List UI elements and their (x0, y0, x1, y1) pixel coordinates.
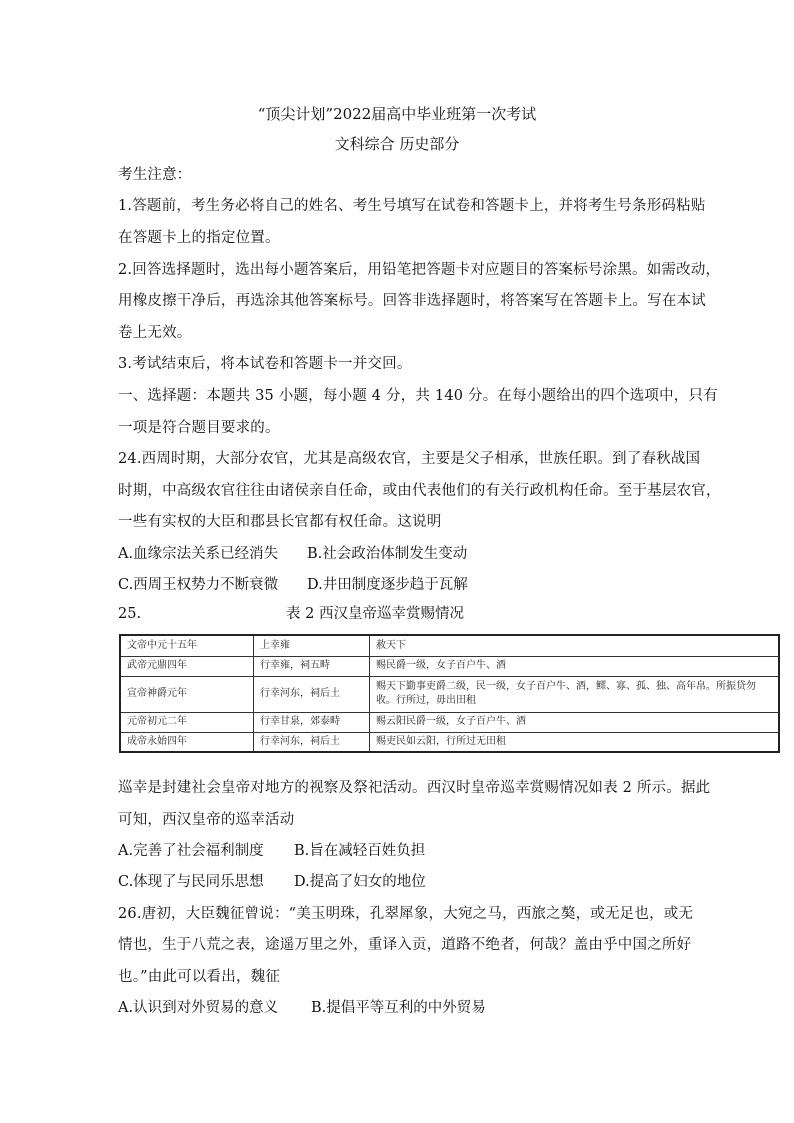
q26-option-a: A.认识到对外贸易的意义 (118, 1000, 279, 1016)
question-26-stem: 也。”由此可以看出，魏征 (118, 969, 281, 985)
section-instruction: 一项是符合题目要求的。 (118, 420, 280, 436)
exam-title: “顶尖计划”2022届高中毕业班第一次考试 (257, 105, 537, 123)
q25-option-d: D.提高了妇女的地位 (294, 874, 426, 890)
notice-line: 3.考试结束后，将本试卷和答题卡一并交回。 (118, 356, 412, 372)
table-cell: 赐吏民如云阳，行所过无田租 (370, 732, 780, 752)
table-cell: 赐天下勤事吏爵二级，民一级，女子百户牛、酒，鳏、寡、孤、独、高年帛。所振贷勿收。行所过，毋出田租 (370, 676, 780, 712)
table-row (120, 712, 779, 732)
table-2 (119, 634, 780, 753)
q24-option-b: B.社会政治体制发生变动 (307, 546, 468, 562)
table-cell: 武帝元鼎四年 (120, 656, 254, 676)
table-cell: 文帝中元十五年 (120, 635, 254, 656)
notice-line: 卷上无效。 (118, 325, 192, 341)
table-cell: 行幸甘泉，郊泰畤 (254, 712, 370, 732)
q24-option-c: C.西周王权势力不断衰微 (118, 577, 279, 593)
question-25-stem: 巡幸是封建社会皇帝对地方的视察及祭祀活动。西汉时皇帝巡幸赏赐情况如表 2 所示。据此 (118, 780, 711, 796)
notice-line: 用橡皮擦干净后，再选涂其他答案标号。回答非选择题时，将答案写在答题卡上。写在本试 (118, 293, 706, 309)
question-24-stem: 24.西周时期，大部分农官，尤其是高级农官，主要是父子相承，世族任职。到了春秋战国 (118, 451, 701, 467)
table-cell: 赐云阳民爵一级，女子百户牛、酒 (370, 712, 780, 732)
table-cell: 行幸河东，祠后土 (254, 732, 370, 752)
section-instruction: 一、选择题：本题共 35 小题，每小题 4 分，共 140 分。在每小题给出的四个选项中，只有 (118, 388, 718, 404)
table-caption: 表 2 西汉皇帝巡幸赏赐情况 (286, 606, 464, 622)
q24-option-d: D.井田制度逐步趋于瓦解 (307, 577, 468, 593)
table-cell: 成帝永始四年 (120, 732, 254, 752)
q25-option-c: C.体现了与民同乐思想 (118, 874, 264, 890)
exam-subtitle: 文科综合 历史部分 (334, 135, 460, 153)
q26-option-b: B.提倡平等互利的中外贸易 (311, 1000, 486, 1016)
table-cell: 赦天下 (370, 635, 780, 656)
table-header-row (120, 635, 779, 656)
notice-line: 在答题卡上的指定位置。 (118, 230, 280, 246)
question-24-stem: 时期，中高级农官往往由诸侯亲自任命，或由代表他们的有关行政机构任命。至于基层农官， (118, 483, 721, 499)
q25-option-b: B.旨在减轻百姓负担 (294, 843, 426, 859)
question-25-number: 25. (118, 606, 142, 622)
table-cell: 上幸雍 (254, 635, 370, 656)
table-cell: 元帝初元二年 (120, 712, 254, 732)
question-24-stem: 一些有实权的大臣和郡县长官都有权任命。这说明 (118, 514, 442, 530)
notice-line: 1.答题前，考生务必将自己的姓名、考生号填写在试卷和答题卡上，并将考生号条形码粘贴 (118, 198, 706, 214)
table-cell: 宣帝神爵元年 (120, 676, 254, 712)
table-cell: 行幸河东，祠后土 (254, 676, 370, 712)
table-cell: 行幸雍，祠五畤 (254, 656, 370, 676)
question-26-stem: 情也，生于八荒之表，途遥万里之外，重译入贡，道路不绝者，何哉？盖由乎中国之所好 (118, 937, 692, 953)
table-row (120, 732, 779, 752)
q25-option-a: A.完善了社会福利制度 (118, 843, 264, 859)
notice-heading: 考生注意： (118, 167, 192, 183)
table-row (120, 676, 779, 712)
question-26-stem: 26.唐初，大臣魏征曾说：“美玉明珠，孔翠犀象，大宛之马，西旅之獒，或无足也，或无 (118, 906, 694, 922)
table-row (120, 656, 779, 676)
notice-line: 2.回答选择题时，选出每小题答案后，用铅笔把答题卡对应题目的答案标号涂黑。如需改动， (118, 262, 721, 278)
q24-option-a: A.血缘宗法关系已经消失 (118, 546, 279, 562)
table-cell: 赐民爵一级，女子百户牛、酒 (370, 656, 780, 676)
question-25-stem: 可知，西汉皇帝的巡幸活动 (118, 812, 295, 828)
